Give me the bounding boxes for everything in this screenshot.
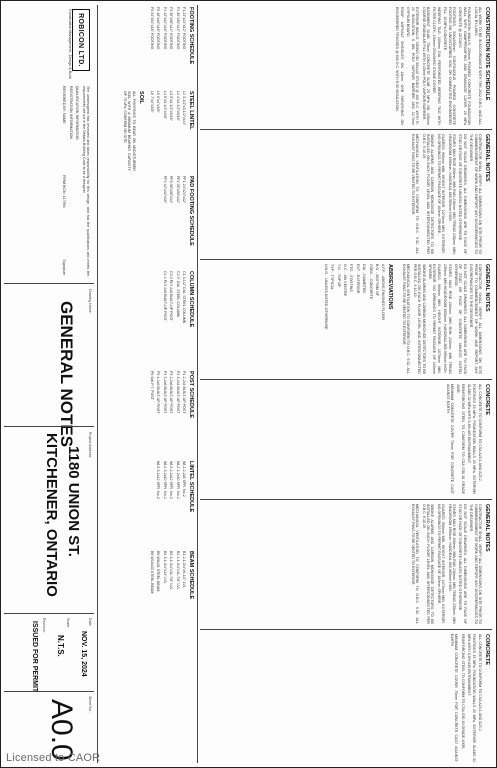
section-title: GENERAL NOTES [484, 264, 490, 312]
general-note: CONTRACTOR SHALL VERIFY ALL DIMENSIONS ON SITE PRIOR TO COMMENCEMENT OF WORK AND REPORT ANY DISCREPANCIES TO THE DESIGNER. [469, 134, 482, 254]
firm-bcin: FIRM BCIN: 117994 [62, 175, 67, 208]
date-value: NOV. 15, 2024 [80, 631, 87, 677]
additional-notes-column [408, 504, 490, 624]
abbreviation-item: T.O. - TOP OF [336, 264, 341, 288]
construction-note: EXTERIOR WALLS: SIDING ON 38x140 STUDS @ 400 O.C. WITH R-22 INSULATION, 6 MIL POLY VAPOUR BARRIER AND 12.7mm GYPSUM BOARD. [406, 7, 420, 125]
post-schedule-title: POST SCHEDULE [188, 371, 194, 419]
general-note: SMOKE ALARMS AND CARBON MONOXIDE DETECTORS TO BE INSTALLED ON EACH FLOOR LEVEL AND INTERCONNECTED PER O.B.C. 9.10.19. [421, 134, 435, 254]
concrete-note: FOOTINGS 15 MPa, FOUNDATION WALLS 20 MPa, EXTERIOR SLABS 32 MPa WITH 5-8% AIR ENTRAINMENT. [467, 384, 476, 494]
general-note: DO NOT SCALE DRAWINGS. ALL DIMENSIONS ARE TO FACE OF STUD OR FACE OF CONCRETE UNLESS NOTED OTHERWISE. [453, 264, 467, 374]
schedule-row: C2 4" DIA. STEEL COLUMN [175, 271, 180, 318]
schedule-row: F3 36"x36"x14" FOOTING [169, 7, 174, 50]
schedule-row: F2 30"x30"x12" FOOTING [175, 7, 180, 50]
revision-value: ISSUED FOR PERMIT [31, 621, 38, 693]
general-notes-list [410, 134, 482, 254]
soil-text: ALL FOOTINGS TO BEAR ON UNDISTURBED SOIL WITH A MINIMUM BEARING CAPACITY OF 75 kPa. CONFIRM ON SITE. [122, 91, 136, 171]
schedule-row: F4 42"x42"x16" FOOTING [162, 7, 167, 50]
abbreviation-item: DIA. - DIAMETER [362, 264, 367, 294]
design-statement [62, 86, 90, 276]
schedule-row: L3 5"x3-1/2"x5/16" [169, 91, 174, 121]
general-note: STAIRS: MAX RISE 200mm, MIN RUN 210mm, MIN TREAD 235mm, MIN HEADROOM 1950mm. HANDRAIL 865-965mm HIGH. [447, 134, 456, 254]
drawing-name: GENERAL NOTES [57, 301, 76, 448]
concrete-note: MINIMUM CONCRETE COVER 75mm FOR CONCRETE CAST AGAINST EARTH. [445, 384, 454, 494]
lintel-schedule [154, 461, 194, 546]
steel-lintel-schedule [120, 91, 194, 171]
registration-label: REGISTRATION INFORMATION [68, 86, 73, 140]
revision-label: Revision: [42, 618, 46, 633]
schedule-row: P2 3-2x4 BUILT-UP POST [175, 371, 180, 414]
concrete-note: REINFORCING STEEL TO CONFORM TO CSA G30.18 GRADE 400R. [460, 634, 465, 750]
logo-subtitle-text: Construction Management - Design & Build [68, 9, 72, 79]
pad-footing-title: PAD FOOTING SCHEDULE [188, 176, 194, 246]
general-note: GUARDS: 900mm MIN. HEIGHT INTERIOR, 1070mm MIN. EXTERIOR. NO OPENINGS TO PERMIT PASSAGE OF 100mm SPHERE. [427, 264, 441, 374]
company-logo: ROBICON LTD. [72, 9, 90, 71]
abbreviation-item: O.C. - ON CENTRE [343, 264, 348, 297]
abbreviation-item: FTG. - FOOTING [349, 264, 354, 293]
construction-note: BASEMENT SLAB: 75mm CONCRETE SLAB 25 MPa ON 100mm COARSE GRANULAR FILL WITH 0.15mm POLY VAPOUR BARRIER. [421, 7, 430, 125]
project-address-label: Project Address: [88, 432, 92, 459]
section-title: GENERAL NOTES [484, 504, 490, 552]
logo-subtitle [68, 9, 72, 79]
schedule-row: B6 W10x33 STEEL BEAM [149, 551, 154, 594]
post-schedule [148, 371, 194, 456]
abbreviation-item: CONC. - CONCRETE [368, 264, 373, 300]
schedule-row: L2 4"x3-1/2"x5/16" [175, 91, 180, 121]
schedule-row: P5 4-2x6 BUILT-UP POST [156, 371, 161, 414]
column-schedule-rows [162, 271, 186, 366]
concrete-notes-list [445, 384, 482, 494]
schedule-row: WL4 3-2x10 SPR. No.2 [162, 461, 167, 499]
pad-footing-rows [162, 176, 186, 266]
additional-notes-list [410, 504, 482, 624]
construction-note: FOOTINGS: 500x200mm CONTINUOUS POURED CONCRETE FOOTING ON UNDISTURBED SOIL OR COMPACTED ENGINEERED FILL. 15 MPa CONCRETE. [443, 7, 456, 125]
construction-note: ROOF: ASPHALT SHINGLES ON 11mm OSB SHEATHING ON ENGINEERED TRUSSES @ 600 O.C. WITH R-50 INSULATION. [395, 7, 404, 125]
section-title: CONCRETE [484, 384, 490, 416]
abbreviation-item: EXT. - EXTERIOR [355, 264, 360, 294]
abbreviation-item: TYP. - TYPICAL [330, 264, 335, 290]
construction-notes-list [395, 7, 482, 125]
beam-schedule [148, 551, 194, 646]
general-note: CONTRACTOR SHALL VERIFY ALL DIMENSIONS ON SITE PRIOR TO COMMENCEMENT OF WORK AND REPORT ANY DISCREPANCIES TO THE DESIGNER. [469, 504, 482, 624]
footing-schedule-title: FOOTING SCHEDULE [188, 7, 194, 65]
concrete-note: ALL CONCRETE TO CONFORM TO CSA A23.1 AND A23.2. [478, 384, 482, 482]
beam-schedule-title: BEAM SCHEDULE [188, 551, 194, 600]
schedule-row: F5 48"x48"x16" FOOTING [156, 7, 161, 50]
schedule-row: PF2 30"x30"x12" [175, 176, 180, 204]
schedule-row: L1 3-1/2"x3-1/2"x1/4" [182, 91, 186, 126]
lintel-schedule-rows [156, 461, 186, 546]
footing-schedule [148, 7, 194, 87]
concrete-note: REINFORCING STEEL TO CONFORM TO CSA G30.18 GRADE 400R. [456, 384, 465, 494]
beam-schedule-rows [150, 551, 186, 646]
schedule-row: L5 6"x4"x3/8" [156, 91, 161, 113]
abbreviation-item: U.N.O. - UNLESS NOTED OTHERWISE [323, 264, 328, 330]
schedule-row: P4 3-2x6 BUILT-UP POST [162, 371, 167, 414]
schedule-row: B1 2-1-3/4"x9-1/2" LVL [182, 551, 186, 588]
schedule-row: B5 W8x31 STEEL BEAM [156, 551, 161, 592]
signature-label: Signature: [62, 259, 67, 276]
abbreviations-title: ABBREVIATIONS [387, 264, 394, 310]
general-note: SMOKE ALARMS AND CARBON MONOXIDE DETECTORS TO BE INSTALLED ON EACH FLOOR LEVEL AND INTERCONNECTED PER O.B.C. 9.10.19. [421, 504, 435, 624]
construction-note: WEEPING TILE: 100mm DIA. PERFORATED WEEPING TILE WITH FILTER CLOTH, 150mm CRUSHED STONE COVER. [432, 7, 441, 125]
schedule-row: C1 3-1/2" DIA. STEEL COLUMN [182, 271, 186, 324]
schedule-row: B4 3-1-3/4"x14" LVL [162, 551, 167, 584]
soil-title: SOIL [137, 91, 144, 104]
section-title: CONCRETE [484, 634, 490, 666]
concrete-note: ALL CONCRETE TO CONFORM TO CSA A23.1 AND A23.2. [478, 634, 482, 732]
column-schedule [160, 271, 194, 366]
schedule-row: WL1 2-2x8 SPR. No.2 [182, 461, 186, 497]
abbreviation-item: B.O. - BOTTOM OF [375, 264, 380, 296]
general-note: MECHANICAL VENTILATION TO CONFORM TO O.B.C. 9.32. ALL EXHAUST FANS TO BE VENTED TO EXTERIOR. [410, 504, 420, 624]
abbreviations-list [323, 264, 385, 374]
steel-lintel-title: STEEL LINTEL [188, 91, 194, 130]
schedule-row: C3 3 PLY 2x6 BUILT-UP POST [169, 271, 174, 321]
general-notes-list-2 [402, 264, 483, 374]
steel-lintel-rows [150, 91, 186, 171]
scale-label: Scale: [66, 618, 70, 628]
reviewed-by: REVIEWED BY: NAME [62, 86, 67, 124]
drawing-name-label: Drawing Name: [88, 289, 92, 314]
general-note: SMOKE ALARMS AND CARBON MONOXIDE DETECTORS TO BE INSTALLED ON EACH FLOOR LEVEL AND INTERCONNECTED PER O.B.C. 9.10.19. [412, 264, 426, 374]
schedule-row: B2 2-1-3/4"x11-7/8" LVL [175, 551, 180, 590]
section-title: CONSTRUCTION NOTE SCHEDULE [484, 7, 490, 101]
concrete-note: FOOTINGS 15 MPa, FOUNDATION WALLS 20 MPa, EXTERIOR SLABS 32 MPa WITH 5-8% AIR ENTRAINMENT. [467, 634, 476, 762]
schedule-row: P1 2-2x4 BUILT-UP POST [182, 371, 186, 414]
concrete-note: MINIMUM CONCRETE COVER 75mm FOR CONCRETE CAST AGAINST EARTH. [449, 634, 459, 762]
schedule-row: PF4 42"x42"x16" [162, 176, 167, 204]
schedule-row: L4 6"x3-1/2"x3/8" [162, 91, 167, 119]
pad-footing-schedule [160, 176, 194, 266]
general-note: STAIRS: MAX RISE 200mm, MIN RUN 210mm, MIN TREAD 235mm, MIN HEADROOM 1950mm. HANDRAIL 865-965mm HIGH. [443, 264, 452, 374]
footing-schedule-rows [150, 7, 186, 87]
general-note: MECHANICAL VENTILATION TO CONFORM TO O.B.C. 9.32. ALL EXHAUST FANS TO BE VENTED TO EXTERIOR. [401, 264, 411, 374]
construction-note: ALL WORK TO BE IN ACCORDANCE WITH THE 2012 O.B.C. AND ALL LOCAL BY-LAWS. [473, 7, 482, 125]
design-statement-text: The undersigned has reviewed and takes responsibility for this design, and has the qualifications and meets the requirements set out in the Ontario Building Code to be a designer. [81, 86, 90, 276]
schedule-row: WL3 2-2x12 SPR. No.2 [169, 461, 174, 499]
schedule-row: WL2 2-2x10 SPR. No.2 [175, 461, 180, 499]
abbreviations-column [321, 264, 490, 374]
schedule-row: P3 2-2x6 BUILT-UP POST [169, 371, 174, 414]
project-address-line2: KITCHENER, ONTARIO [43, 433, 60, 597]
construction-note: FOUNDATION WALLS: 200mm POURED CONCRETE FOUNDATION WALL WITH DAMPPROOFING AND DRAINAGE LAYER. 20 MPa CONCRETE @ 28 DAYS. [458, 7, 472, 125]
abbreviation-item: A.F.F. - ABOVE FINISHED FLOOR [381, 264, 386, 321]
post-schedule-rows [150, 371, 186, 456]
general-note: MECHANICAL VENTILATION TO CONFORM TO O.B.C. 9.32. ALL EXHAUST FANS TO BE VENTED TO EXTERIOR. [410, 134, 420, 254]
general-note: CONTRACTOR SHALL VERIFY ALL DIMENSIONS ON SITE PRIOR TO COMMENCEMENT OF WORK AND REPORT ANY DISCREPANCIES TO THE DESIGNER. [469, 264, 482, 374]
sheet-number: A0.0 [45, 699, 78, 761]
project-address-line1: 1180 UNION ST. [65, 446, 82, 557]
general-note: GUARDS: 900mm MIN. HEIGHT INTERIOR, 1070mm MIN. EXTERIOR. NO OPENINGS TO PERMIT PASSAGE OF 100mm SPHERE. [436, 504, 446, 624]
scale-value: N.T.S. [56, 635, 65, 657]
general-note: STAIRS: MAX RISE 200mm, MIN RUN 210mm, MIN TREAD 235mm, MIN HEADROOM 1950mm. HANDRAIL 865-965mm HIGH. [447, 504, 456, 624]
schedule-row: WL5 3-2x12 SPR. No.2 [156, 461, 161, 499]
construction-note-schedule [393, 7, 490, 125]
general-notes-column [408, 134, 490, 254]
sheet-no-label: Sheet No.: [88, 696, 92, 713]
concrete-notes-list-2 [450, 634, 482, 762]
qualification-label: QUALIFICATION INFORMATION [75, 86, 80, 140]
general-note: DO NOT SCALE DRAWINGS. ALL DIMENSIONS ARE TO FACE OF STUD OR FACE OF CONCRETE UNLESS NOTED OTHERWISE. [458, 504, 467, 624]
lintel-schedule-title: LINTEL SCHEDULE [188, 461, 194, 513]
schedule-row: F1 24"x24"x12" FOOTING [182, 7, 186, 50]
column-schedule-title: COLUMN SCHEDULE [188, 271, 194, 328]
general-note: GUARDS: 900mm MIN. HEIGHT INTERIOR, 1070mm MIN. EXTERIOR. NO OPENINGS TO PERMIT PASSAGE OF 100mm SPHERE. [436, 134, 446, 254]
date-label: Date: [88, 618, 92, 627]
schedule-row: L6 7"x4"x3/8" [149, 91, 154, 113]
concrete-notes-column [443, 384, 490, 494]
general-note: DO NOT SCALE DRAWINGS. ALL DIMENSIONS ARE TO FACE OF STUD OR FACE OF CONCRETE UNLESS NOTED OTHERWISE. [458, 134, 467, 254]
schedule-row: PF3 36"x36"x14" [169, 176, 174, 204]
title-block [0, 1, 96, 768]
section-title: GENERAL NOTES [484, 134, 490, 182]
concrete-notes-column-2 [448, 634, 490, 762]
schedule-row: PF1 24"x24"x12" [182, 176, 186, 204]
schedule-row: P6 6x6 P.T. POST [149, 371, 154, 401]
schedule-row: F6 54"x54"x18" FOOTING [149, 7, 154, 50]
schedule-row: C4 4 PLY 2x6 BUILT-UP POST [162, 271, 167, 321]
schedule-row: B3 3-1-3/4"x11-7/8" LVL [169, 551, 174, 590]
watermark: Licensed to CAOR [6, 752, 101, 764]
